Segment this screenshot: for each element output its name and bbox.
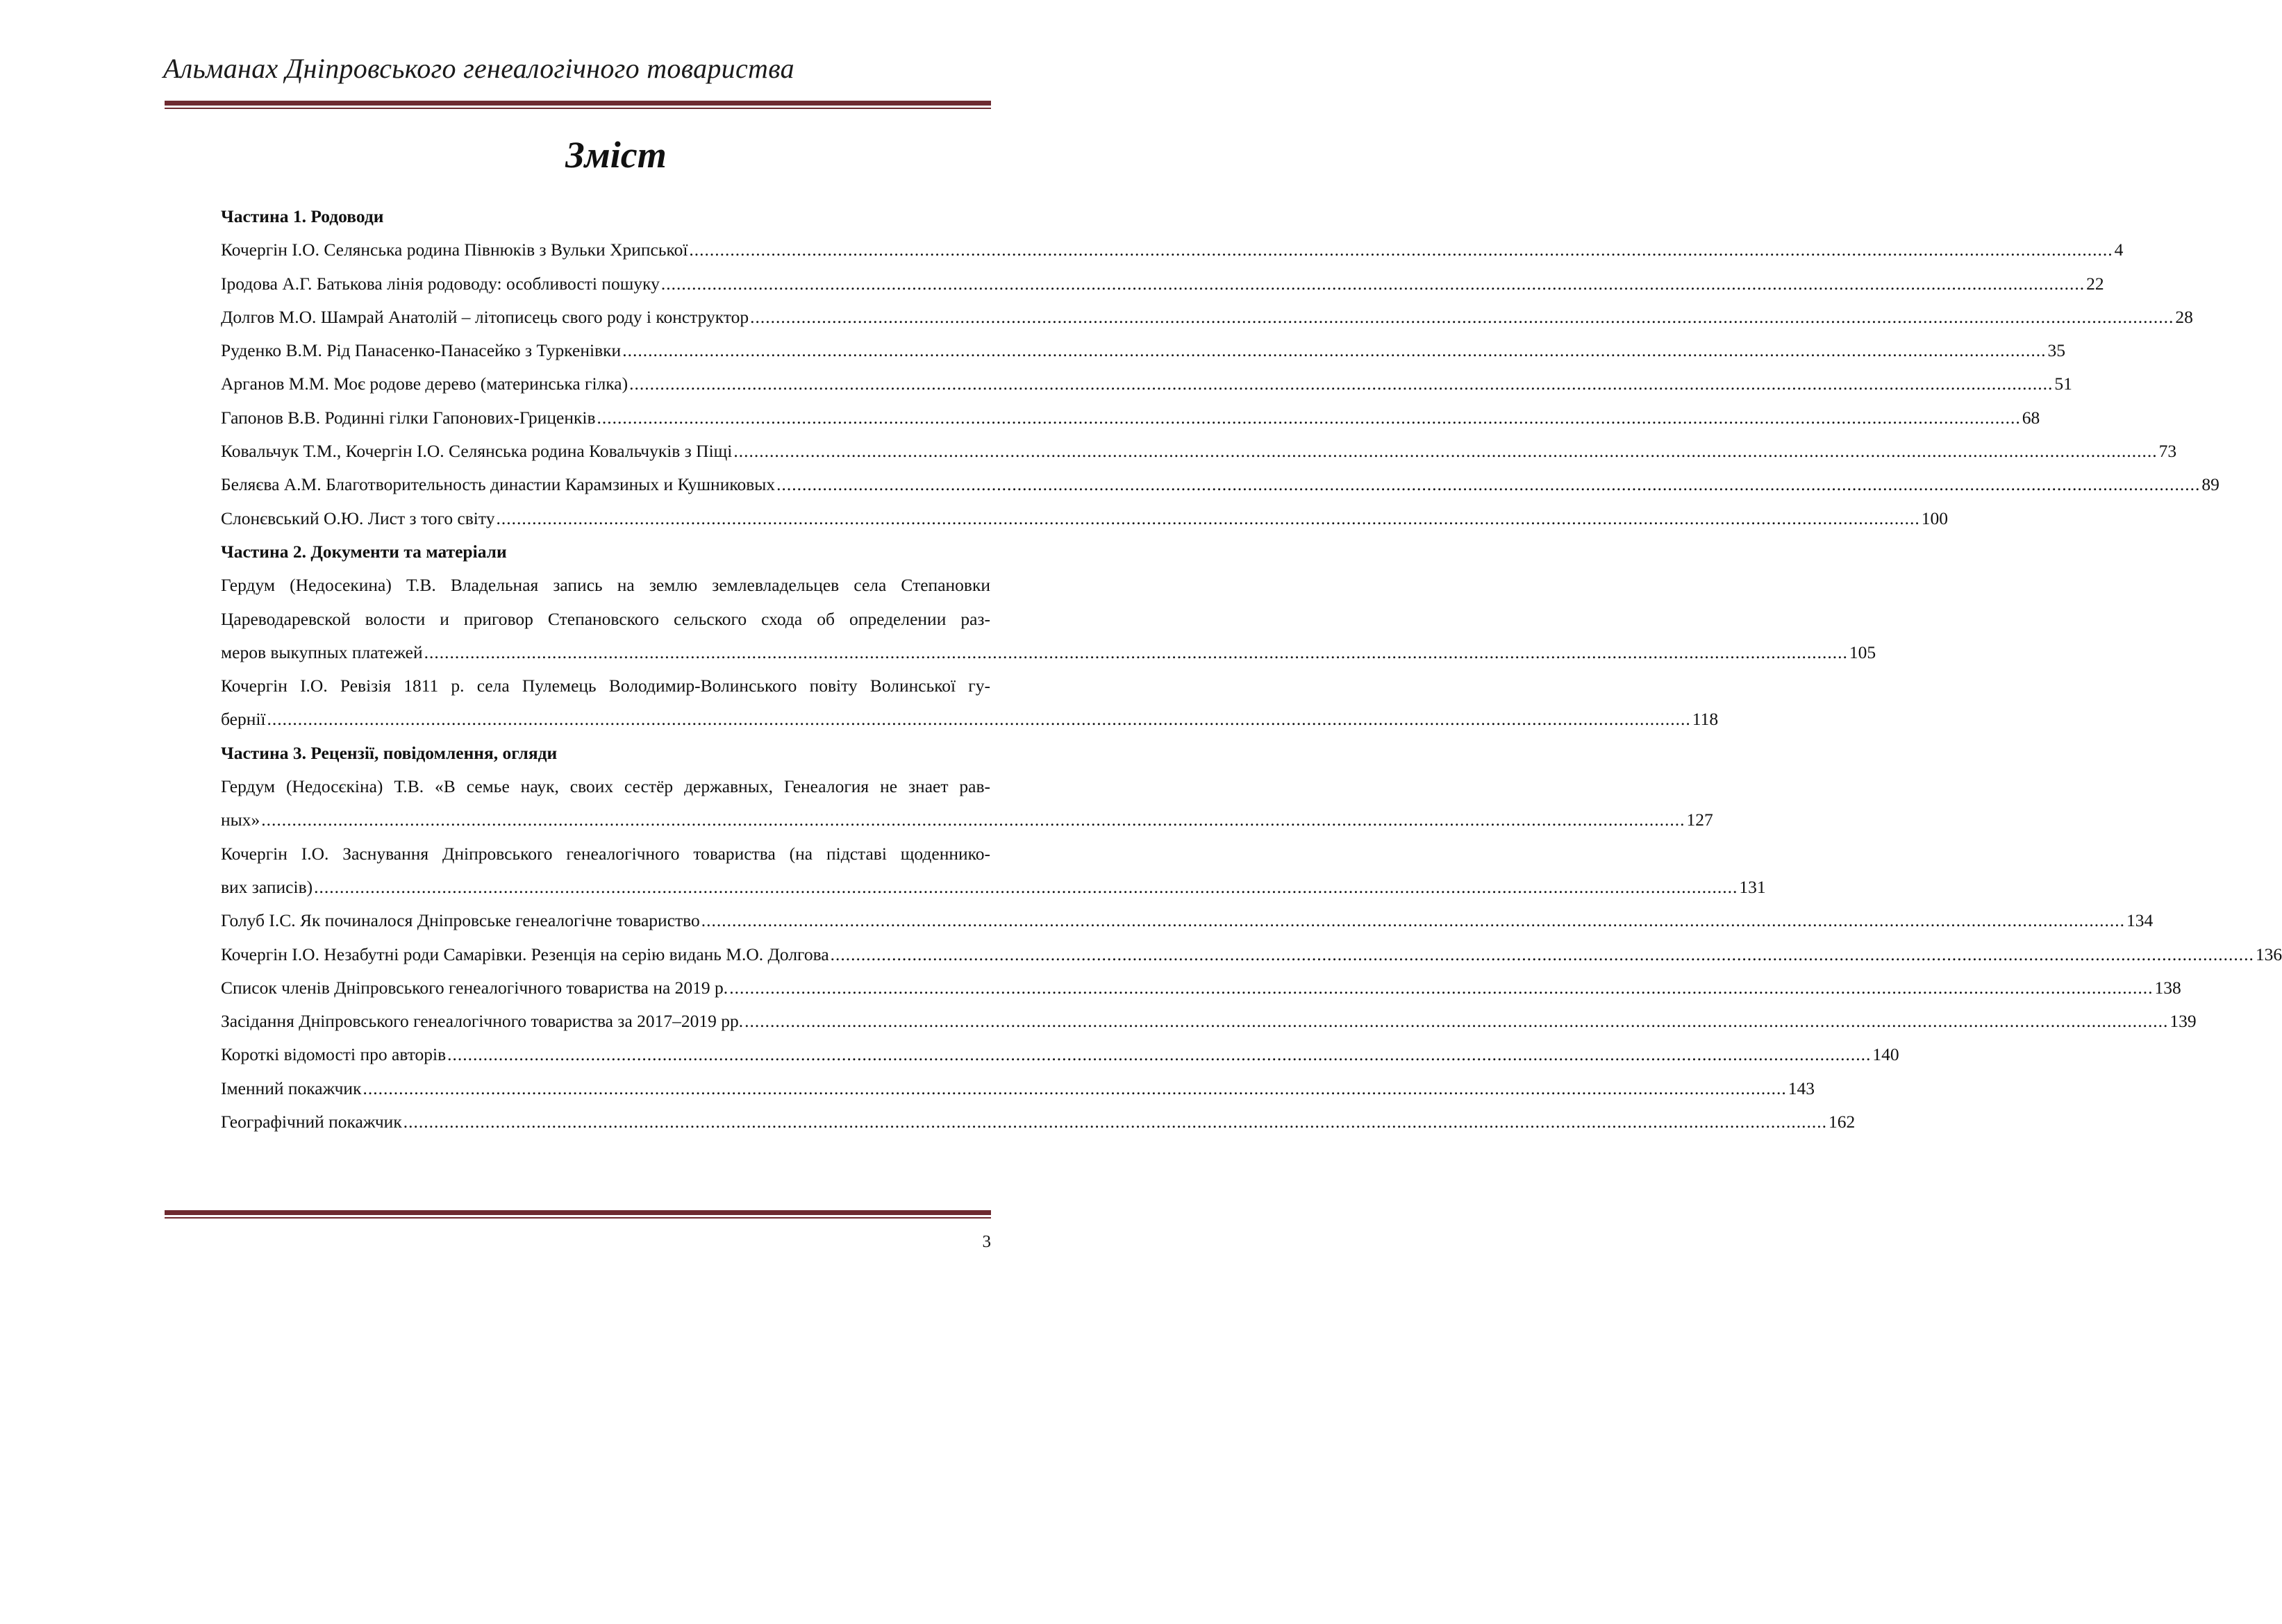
toc-leader-dots xyxy=(689,233,2113,267)
toc-entry-page: 73 xyxy=(2158,441,2177,462)
toc-entry-page: 68 xyxy=(2022,407,2040,428)
toc-entry[interactable] xyxy=(221,971,2181,1005)
toc-entry[interactable] xyxy=(221,636,1876,669)
toc-entry-page: 134 xyxy=(2126,910,2154,931)
toc-leader-dots xyxy=(496,502,1919,535)
toc-entry-title: Іменний покажчик xyxy=(221,1078,362,1098)
running-head: Альманах Дніпровського генеалогічного товариства xyxy=(163,53,794,84)
toc-leader-dots xyxy=(701,904,2125,937)
toc-entry[interactable] xyxy=(221,401,2040,435)
toc-entry-page: 4 xyxy=(2114,240,2124,260)
toc-entry-title: Арганов М.М. Моє родове дерево (материнська гілка) xyxy=(221,374,628,394)
toc-entry-page: 35 xyxy=(2047,340,2065,361)
toc-entry-page: 136 xyxy=(2255,944,2282,964)
toc-leader-dots xyxy=(776,468,2200,501)
toc-entry[interactable] xyxy=(221,367,2072,401)
toc-entry[interactable] xyxy=(221,1038,1899,1071)
toc-entry-page: 140 xyxy=(1872,1044,1899,1065)
toc-entry[interactable] xyxy=(221,233,2124,267)
toc-part-heading: Частина 1. Родоводи xyxy=(221,206,384,226)
toc-entry-title: Іродова А.Г. Батькова лінія родоводу: особливості пошуку xyxy=(221,273,660,294)
toc-entry[interactable] xyxy=(221,267,2104,301)
toc-entry-page: 22 xyxy=(2086,273,2104,294)
toc-entry-page: 105 xyxy=(1849,642,1876,662)
toc-entry-title: бернії xyxy=(221,709,266,730)
toc-entry-title: меров выкупных платежей xyxy=(221,642,423,662)
toc-entry-title: Гапонов В.В. Родинні гілки Гапонових-Гриценків xyxy=(221,407,596,428)
toc-leader-dots xyxy=(314,871,1738,904)
toc-entry-page: 28 xyxy=(2175,306,2193,327)
toc-entry-title: Беляєва А.М. Благотворительность династии Карамзиных и Кушниковых xyxy=(221,474,776,495)
toc-leader-dots xyxy=(831,938,2254,971)
page-number: 3 xyxy=(982,1232,991,1251)
toc-entry-title: ных» xyxy=(221,810,260,830)
toc-entry[interactable] xyxy=(221,502,1948,535)
toc-entry[interactable] xyxy=(221,1105,1856,1139)
toc-leader-dots xyxy=(597,401,2021,435)
toc-entry-page: 138 xyxy=(2154,977,2181,998)
toc-leader-dots xyxy=(750,301,2174,334)
toc-leader-dots xyxy=(629,367,2053,401)
toc-entry-page: 127 xyxy=(1686,810,1713,830)
toc-part-heading: Частина 2. Документи та матеріали xyxy=(221,541,507,562)
toc-leader-dots xyxy=(267,703,1691,736)
toc-entry[interactable] xyxy=(221,904,2154,937)
toc-entry[interactable] xyxy=(221,1005,2197,1038)
table-of-contents xyxy=(221,200,2282,1139)
toc-leader-dots xyxy=(733,435,2157,468)
toc-entry-page: 143 xyxy=(1788,1078,1815,1098)
header-rule xyxy=(165,101,991,109)
toc-entry-line: Кочергін І.О. Ревізія 1811 р. села Пулемець Володимир-Волинського повіту Волинської гу- xyxy=(221,676,990,696)
toc-entry-title: Ковальчук Т.М., Кочергін І.О. Селянська родина Ковальчуків з Піщі xyxy=(221,441,733,462)
toc-leader-dots xyxy=(403,1105,1827,1139)
toc-entry-page: 131 xyxy=(1739,876,1766,897)
toc-entry[interactable] xyxy=(221,435,2177,468)
toc-entry-title: Географічний покажчик xyxy=(221,1112,402,1132)
toc-entry-title: Засідання Дніпровського генеалогічного товариства за 2017–2019 рр. xyxy=(221,1011,744,1032)
page-title: Зміст xyxy=(565,134,667,176)
toc-entry[interactable] xyxy=(221,871,1766,904)
toc-entry[interactable] xyxy=(221,334,2065,367)
toc-leader-dots xyxy=(729,971,2153,1005)
toc-entry[interactable] xyxy=(221,703,1719,736)
toc-entry-title: Слонєвський О.Ю. Лист з того світу xyxy=(221,508,495,528)
toc-entry[interactable] xyxy=(221,803,1713,837)
toc-leader-dots xyxy=(744,1005,2168,1038)
toc-leader-dots xyxy=(424,636,1848,669)
toc-entry-page: 100 xyxy=(1921,508,1948,528)
toc-leader-dots xyxy=(622,334,2046,367)
toc-entry-line: Кочергін І.О. Заснування Дніпровського генеалогічного товариства (на підставі щоденнико- xyxy=(221,843,990,864)
toc-entry-title: Кочергін І.О. Селянська родина Пiвнюків з Вульки Хрипської xyxy=(221,240,688,260)
footer-rule xyxy=(165,1210,991,1219)
toc-entry-line: Гердум (Недосекина) Т.В. Владельная запись на землю землевладельцев села Степановки xyxy=(221,575,990,596)
toc-entry-title: Кочергін І.О. Незабутні роди Самарівки. Резенція на серію видань М.О. Долгова xyxy=(221,944,829,964)
toc-entry-title: вих записів) xyxy=(221,876,313,897)
toc-entry-page: 139 xyxy=(2169,1011,2197,1032)
toc-entry-title: Короткі відомості про авторів xyxy=(221,1044,447,1065)
toc-entry-page: 51 xyxy=(2054,374,2072,394)
toc-entry-page: 162 xyxy=(1828,1112,1856,1132)
toc-leader-dots xyxy=(261,803,1685,837)
toc-entry-title: Долгов М.О. Шамрай Анатолій – літописець свого роду і конструктор xyxy=(221,306,749,327)
toc-leader-dots xyxy=(447,1038,1871,1071)
toc-entry[interactable] xyxy=(221,468,2219,501)
toc-entry-title: Список членів Дніпровського генеалогічного товариства на 2019 р. xyxy=(221,977,728,998)
toc-leader-dots xyxy=(661,267,2085,301)
toc-entry-page: 89 xyxy=(2201,474,2219,495)
toc-leader-dots xyxy=(363,1072,1786,1105)
toc-part-heading: Частина 3. Рецензії, повідомлення, огляди xyxy=(221,742,558,763)
toc-entry-title: Руденко В.М. Рід Панасенко-Панасейко з Туркенівки xyxy=(221,340,622,361)
toc-entry[interactable] xyxy=(221,1072,1815,1105)
toc-entry-title: Голуб І.С. Як починалося Дніпровське генеалогічне товариство xyxy=(221,910,700,931)
toc-entry[interactable] xyxy=(221,301,2193,334)
toc-entry-line: Гердум (Недосєкіна) Т.В. «В семье наук, своих сестёр державных, Генеалогия не знает рав- xyxy=(221,776,990,797)
toc-entry-page: 118 xyxy=(1692,709,1719,730)
toc-entry-line: Цареводаревской волости и приговор Степановского сельского схода об определении раз- xyxy=(221,608,990,629)
toc-entry[interactable] xyxy=(221,938,2282,971)
